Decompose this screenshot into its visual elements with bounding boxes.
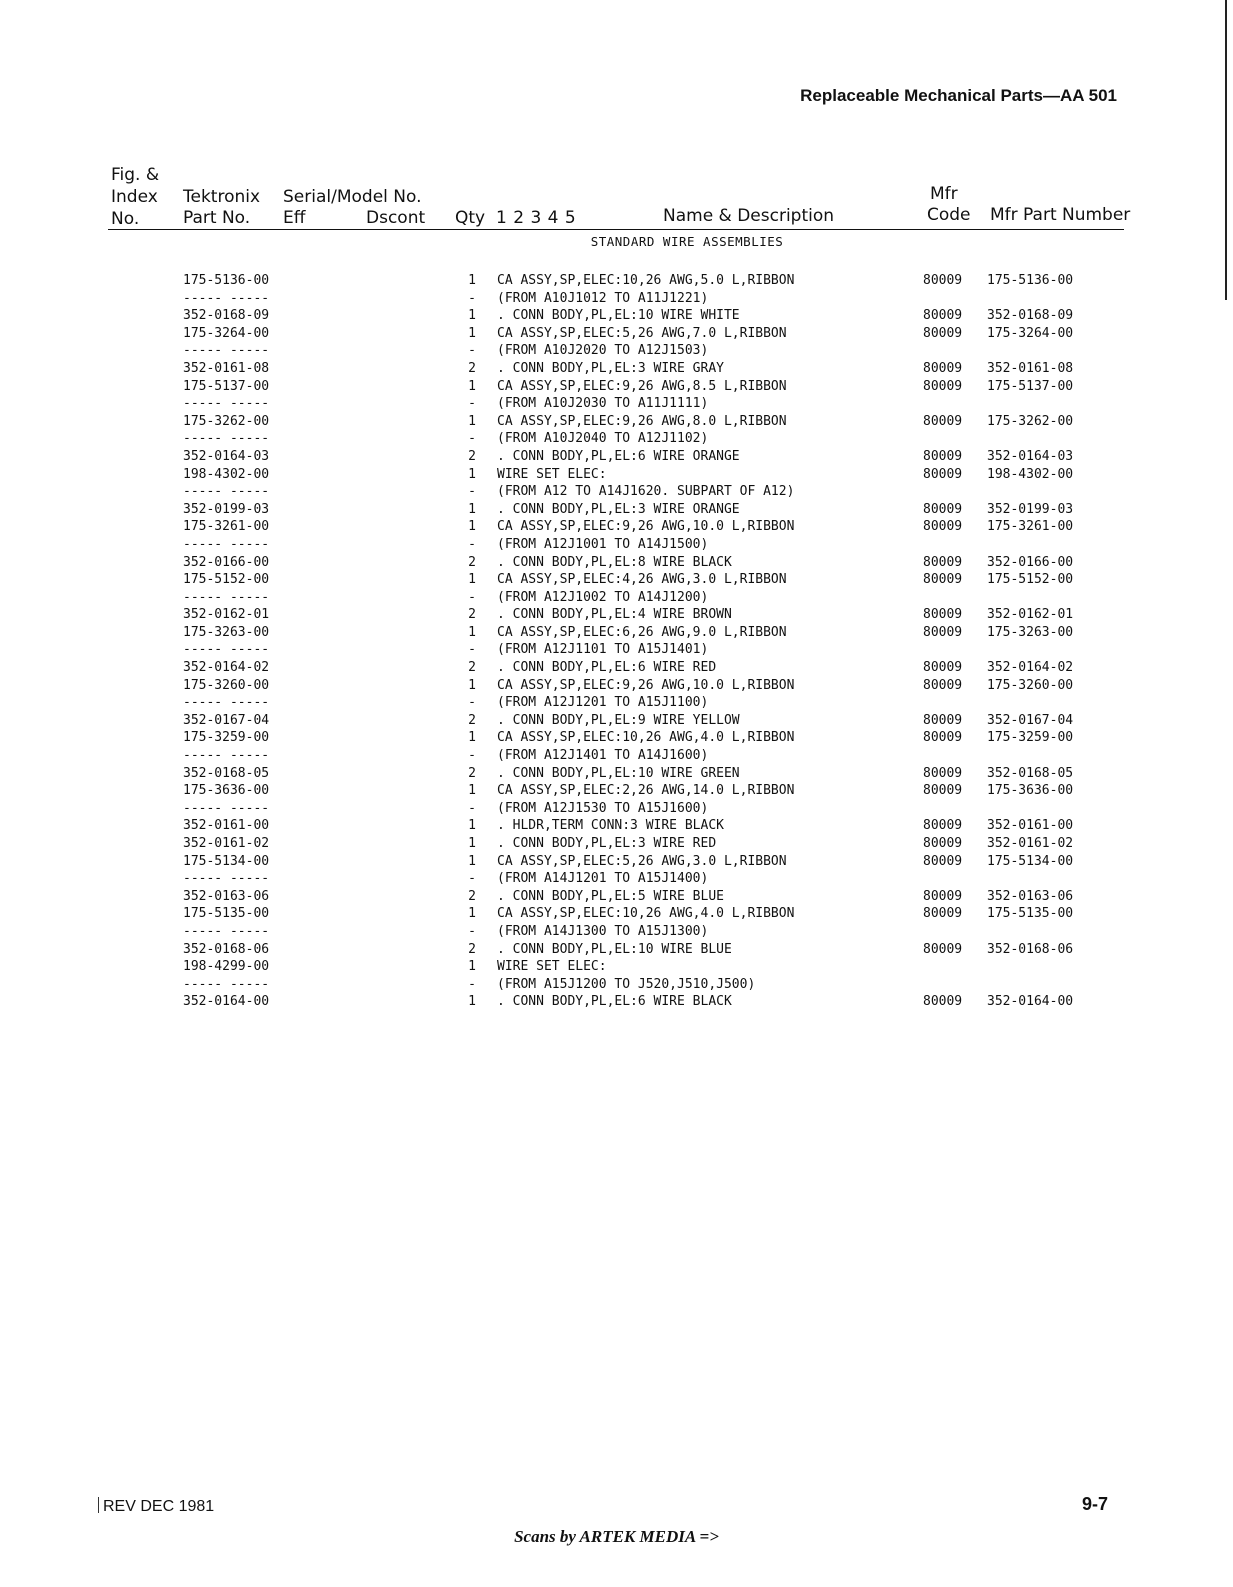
revision-bar [98,1497,99,1513]
mfr-part-number-cell: 175-3636-00 [987,783,1074,799]
qty-cell: - [468,871,476,887]
description-cell: . CONN BODY,PL,EL:4 WIRE BROWN [497,607,732,623]
mfr-code-cell: 80009 [923,730,963,746]
qty-cell: 1 [468,572,476,588]
col-fig-index-line3: No. [111,209,140,229]
revision-text: REV DEC 1981 [103,1498,215,1515]
table-row [0,817,1233,835]
table-row [0,905,1233,923]
mfr-code-cell: 80009 [923,660,963,676]
description-cell: CA ASSY,SP,ELEC:9,26 AWG,8.5 L,RIBBON [497,378,787,394]
table-row [0,518,1233,536]
part-number-cell: 198-4299-00 [183,959,270,975]
col-mfr-code: Code [927,205,971,225]
part-number-cell: 352-0164-02 [183,660,270,676]
description-cell: CA ASSY,SP,ELEC:2,26 AWG,14.0 L,RIBBON [497,783,795,799]
mfr-code-cell: 80009 [923,413,963,429]
part-number-cell: ----- ----- [183,536,270,552]
part-number-cell: 352-0161-08 [183,360,270,376]
part-number-cell: ----- ----- [183,343,270,359]
description-cell: (FROM A12J1530 TO A15J1600) [497,800,709,816]
qty-cell: 2 [468,941,476,957]
mfr-code-cell: 80009 [923,308,963,324]
qty-cell: 2 [468,448,476,464]
table-row [0,800,1233,818]
table-row [0,624,1233,642]
description-cell: . CONN BODY,PL,EL:6 WIRE BLACK [497,994,732,1010]
table-row [0,976,1233,994]
part-number-cell: 175-3259-00 [183,730,270,746]
description-cell: (FROM A10J2040 TO A12J1102) [497,431,709,447]
description-cell: . CONN BODY,PL,EL:6 WIRE RED [497,660,717,676]
mfr-code-cell: 80009 [923,853,963,869]
description-cell: (FROM A15J1200 TO J520,J510,J500) [497,976,756,992]
mfr-code-cell: 80009 [923,448,963,464]
description-cell: . CONN BODY,PL,EL:10 WIRE BLUE [497,941,732,957]
qty-cell: 2 [468,607,476,623]
description-cell: (FROM A12J1101 TO A15J1401) [497,642,709,658]
qty-cell: 2 [468,888,476,904]
section-title: STANDARD WIRE ASSEMBLIES [590,234,784,249]
qty-cell: - [468,748,476,764]
qty-cell: 2 [468,765,476,781]
qty-cell: 1 [468,730,476,746]
qty-cell: 1 [468,836,476,851]
col-name-description: Name & Description [663,206,835,226]
part-number-cell: 352-0161-02 [183,836,270,851]
qty-cell: 1 [468,624,476,640]
col-eff: Eff [283,208,306,228]
table-row [0,536,1233,554]
mfr-code-cell: 80009 [923,378,963,394]
qty-cell: 1 [468,818,476,834]
part-number-cell: 352-0167-04 [183,712,270,728]
description-cell: (FROM A12 TO A14J1620. SUBPART OF A12) [497,484,795,500]
description-cell: . CONN BODY,PL,EL:10 WIRE GREEN [497,765,740,781]
mfr-part-number-cell: 175-3260-00 [987,677,1074,693]
mfr-code-cell: 80009 [923,607,963,623]
col-fig-index-line2: Index [111,187,158,207]
table-row [0,853,1233,871]
qty-cell: 1 [468,501,476,517]
description-cell: . CONN BODY,PL,EL:3 WIRE GRAY [497,360,724,376]
description-cell: (FROM A10J2020 TO A12J1503) [497,343,709,359]
table-row [0,782,1233,800]
mfr-code-cell: 80009 [923,572,963,588]
table-row [0,993,1233,1011]
part-number-cell: 175-3263-00 [183,624,270,640]
mfr-code-cell: 80009 [923,360,963,376]
qty-cell: 2 [468,660,476,676]
mfr-part-number-cell: 175-3259-00 [987,730,1074,746]
qty-cell: 1 [468,308,476,324]
mfr-code-cell: 80009 [923,994,963,1010]
table-row [0,835,1233,853]
description-cell: . CONN BODY,PL,EL:3 WIRE RED [497,836,717,851]
table-row [0,571,1233,589]
description-cell: CA ASSY,SP,ELEC:9,26 AWG,8.0 L,RIBBON [497,413,787,429]
part-number-cell: ----- ----- [183,748,270,764]
part-number-cell: ----- ----- [183,431,270,447]
description-cell: WIRE SET ELEC: [497,959,607,975]
table-row [0,641,1233,659]
mfr-code-cell: 80009 [923,888,963,904]
description-cell: (FROM A10J2030 TO A11J1111) [497,396,709,412]
part-number-cell: 352-0164-00 [183,994,270,1010]
col-dscont: Dscont [366,208,426,228]
mfr-part-number-cell: 352-0163-06 [987,888,1074,904]
mfr-part-number-cell: 175-5136-00 [987,273,1074,288]
part-number-cell: 175-3264-00 [183,325,270,341]
description-cell: WIRE SET ELEC: [497,466,607,482]
mfr-code-cell: 80009 [923,677,963,693]
mfr-code-cell: 80009 [923,519,963,535]
mfr-part-number-cell: 352-0161-00 [987,818,1074,834]
qty-cell: - [468,976,476,992]
table-row [0,888,1233,906]
qty-cell: 1 [468,853,476,869]
table-row [0,712,1233,730]
mfr-code-cell: 80009 [923,325,963,341]
mfr-part-number-cell: 352-0164-02 [987,660,1074,676]
qty-cell: - [468,484,476,500]
mfr-code-cell: 80009 [923,783,963,799]
col-serial-model: Serial/Model No. [283,187,422,207]
mfr-code-cell: 80009 [923,906,963,922]
qty-cell: 1 [468,519,476,535]
part-number-cell: 352-0166-00 [183,554,270,570]
table-row [0,395,1233,413]
mfr-code-cell: 80009 [923,554,963,570]
description-cell: CA ASSY,SP,ELEC:10,26 AWG,5.0 L,RIBBON [497,273,795,288]
mfr-part-number-cell: 175-3262-00 [987,413,1074,429]
table-row [0,378,1233,396]
description-cell: CA ASSY,SP,ELEC:10,26 AWG,4.0 L,RIBBON [497,906,795,922]
mfr-part-number-cell: 352-0168-09 [987,308,1074,324]
qty-cell: 1 [468,677,476,693]
qty-cell: 1 [468,325,476,341]
table-row [0,290,1233,308]
mfr-part-number-cell: 175-3263-00 [987,624,1074,640]
part-number-cell: 352-0168-05 [183,765,270,781]
table-row [0,659,1233,677]
table-row [0,958,1233,976]
mfr-part-number-cell: 175-3261-00 [987,519,1074,535]
description-cell: . CONN BODY,PL,EL:3 WIRE ORANGE [497,501,740,517]
mfr-part-number-cell: 352-0161-08 [987,360,1074,376]
mfr-code-cell: 80009 [923,836,963,851]
description-cell: CA ASSY,SP,ELEC:9,26 AWG,10.0 L,RIBBON [497,519,795,535]
part-number-cell: 175-5134-00 [183,853,270,869]
part-number-cell: 175-3261-00 [183,519,270,535]
table-row [0,941,1233,959]
part-number-cell: ----- ----- [183,976,270,992]
parts-table [0,272,1233,1011]
part-number-cell: 175-5137-00 [183,378,270,394]
mfr-part-number-cell: 352-0166-00 [987,554,1074,570]
qty-cell: - [468,343,476,359]
mfr-part-number-cell: 352-0199-03 [987,501,1074,517]
description-cell: (FROM A14J1201 TO A15J1400) [497,871,709,887]
qty-cell: - [468,290,476,306]
part-number-cell: ----- ----- [183,695,270,711]
qty-cell: 1 [468,906,476,922]
col-fig-index-line1: Fig. & [111,165,160,185]
description-cell: (FROM A12J1201 TO A15J1100) [497,695,709,711]
qty-cell: 1 [468,783,476,799]
qty-cell: 1 [468,273,476,288]
part-number-cell: 352-0199-03 [183,501,270,517]
mfr-part-number-cell: 352-0162-01 [987,607,1074,623]
table-row [0,747,1233,765]
mfr-code-cell: 80009 [923,818,963,834]
col-indent-levels: 1 2 3 4 5 [496,208,576,228]
description-cell: (FROM A12J1001 TO A14J1500) [497,536,709,552]
part-number-cell: 352-0168-06 [183,941,270,957]
qty-cell: 2 [468,360,476,376]
part-number-cell: 198-4302-00 [183,466,270,482]
table-row [0,606,1233,624]
scan-credit: Scans by ARTEK MEDIA => [514,1527,719,1546]
part-number-cell: 352-0163-06 [183,888,270,904]
part-number-cell: 175-3636-00 [183,783,270,799]
table-row [0,342,1233,360]
mfr-code-cell: 80009 [923,501,963,517]
part-number-cell: ----- ----- [183,871,270,887]
table-row [0,307,1233,325]
description-cell: (FROM A10J1012 TO A11J1221) [497,290,709,306]
part-number-cell: 352-0162-01 [183,607,270,623]
qty-cell: - [468,589,476,605]
qty-cell: - [468,923,476,939]
qty-cell: 1 [468,413,476,429]
table-row [0,430,1233,448]
qty-cell: 1 [468,994,476,1010]
description-cell: CA ASSY,SP,ELEC:10,26 AWG,4.0 L,RIBBON [497,730,795,746]
qty-cell: 2 [468,712,476,728]
col-mfr-line1: Mfr [930,184,958,204]
header-rule [108,229,1124,230]
description-cell: (FROM A12J1401 TO A14J1600) [497,748,709,764]
part-number-cell: ----- ----- [183,923,270,939]
mfr-part-number-cell: 352-0168-06 [987,941,1074,957]
description-cell: (FROM A12J1002 TO A14J1200) [497,589,709,605]
table-row [0,501,1233,519]
mfr-code-cell: 80009 [923,941,963,957]
table-row [0,765,1233,783]
description-cell: . CONN BODY,PL,EL:5 WIRE BLUE [497,888,724,904]
mfr-part-number-cell: 175-5152-00 [987,572,1074,588]
qty-cell: 2 [468,554,476,570]
col-tektronix-line2: Part No. [183,208,251,228]
part-number-cell: ----- ----- [183,642,270,658]
qty-cell: 1 [468,378,476,394]
qty-cell: 1 [468,466,476,482]
page-number: 9-7 [1081,1494,1108,1514]
qty-cell: - [468,431,476,447]
table-row [0,729,1233,747]
part-number-cell: 352-0168-09 [183,308,270,324]
description-cell: (FROM A14J1300 TO A15J1300) [497,923,709,939]
table-row [0,483,1233,501]
description-cell: . HLDR,TERM CONN:3 WIRE BLACK [497,818,724,834]
mfr-part-number-cell: 175-5134-00 [987,853,1074,869]
mfr-part-number-cell: 175-5135-00 [987,906,1074,922]
mfr-part-number-cell: 175-5137-00 [987,378,1074,394]
qty-cell: - [468,695,476,711]
table-row [0,589,1233,607]
table-row [0,360,1233,378]
mfr-code-cell: 80009 [923,765,963,781]
mfr-code-cell: 80009 [923,466,963,482]
table-row [0,413,1233,431]
qty-cell: - [468,642,476,658]
description-cell: . CONN BODY,PL,EL:10 WIRE WHITE [497,308,740,324]
mfr-code-cell: 80009 [923,712,963,728]
table-row [0,466,1233,484]
part-number-cell: 352-0164-03 [183,448,270,464]
part-number-cell: ----- ----- [183,290,270,306]
mfr-part-number-cell: 175-3264-00 [987,325,1074,341]
part-number-cell: ----- ----- [183,484,270,500]
revision-footer [98,1497,214,1516]
qty-cell: - [468,396,476,412]
part-number-cell: ----- ----- [183,589,270,605]
mfr-part-number-cell: 198-4302-00 [987,466,1074,482]
scan-edge-line [1225,0,1227,300]
page-title: Replaceable Mechanical Parts—AA 501 [800,86,1117,105]
description-cell: . CONN BODY,PL,EL:6 WIRE ORANGE [497,448,740,464]
mfr-code-cell: 80009 [923,273,963,288]
table-row [0,554,1233,572]
table-row [0,325,1233,343]
part-number-cell: 352-0161-00 [183,818,270,834]
mfr-part-number-cell: 352-0161-02 [987,836,1074,851]
qty-cell: 1 [468,959,476,975]
part-number-cell: ----- ----- [183,800,270,816]
description-cell: CA ASSY,SP,ELEC:4,26 AWG,3.0 L,RIBBON [497,572,787,588]
mfr-code-cell: 80009 [923,624,963,640]
part-number-cell: 175-5136-00 [183,273,270,288]
col-mfr-part-number: Mfr Part Number [990,205,1131,225]
description-cell: CA ASSY,SP,ELEC:6,26 AWG,9.0 L,RIBBON [497,624,787,640]
description-cell: CA ASSY,SP,ELEC:5,26 AWG,3.0 L,RIBBON [497,853,787,869]
description-cell: . CONN BODY,PL,EL:9 WIRE YELLOW [497,712,740,728]
col-qty: Qty [455,208,486,228]
table-row [0,923,1233,941]
mfr-part-number-cell: 352-0167-04 [987,712,1074,728]
col-tektronix-line1: Tektronix [183,187,261,207]
table-row [0,448,1233,466]
part-number-cell: 175-5152-00 [183,572,270,588]
table-row [0,870,1233,888]
part-number-cell: 175-5135-00 [183,906,270,922]
mfr-part-number-cell: 352-0164-00 [987,994,1074,1010]
table-row [0,694,1233,712]
description-cell: CA ASSY,SP,ELEC:9,26 AWG,10.0 L,RIBBON [497,677,795,693]
part-number-cell: 175-3262-00 [183,413,270,429]
table-row [0,272,1233,290]
part-number-cell: 175-3260-00 [183,677,270,693]
mfr-part-number-cell: 352-0168-05 [987,765,1074,781]
description-cell: CA ASSY,SP,ELEC:5,26 AWG,7.0 L,RIBBON [497,325,787,341]
table-row [0,677,1233,695]
qty-cell: - [468,800,476,816]
description-cell: . CONN BODY,PL,EL:8 WIRE BLACK [497,554,732,570]
mfr-part-number-cell: 352-0164-03 [987,448,1074,464]
qty-cell: - [468,536,476,552]
part-number-cell: ----- ----- [183,396,270,412]
